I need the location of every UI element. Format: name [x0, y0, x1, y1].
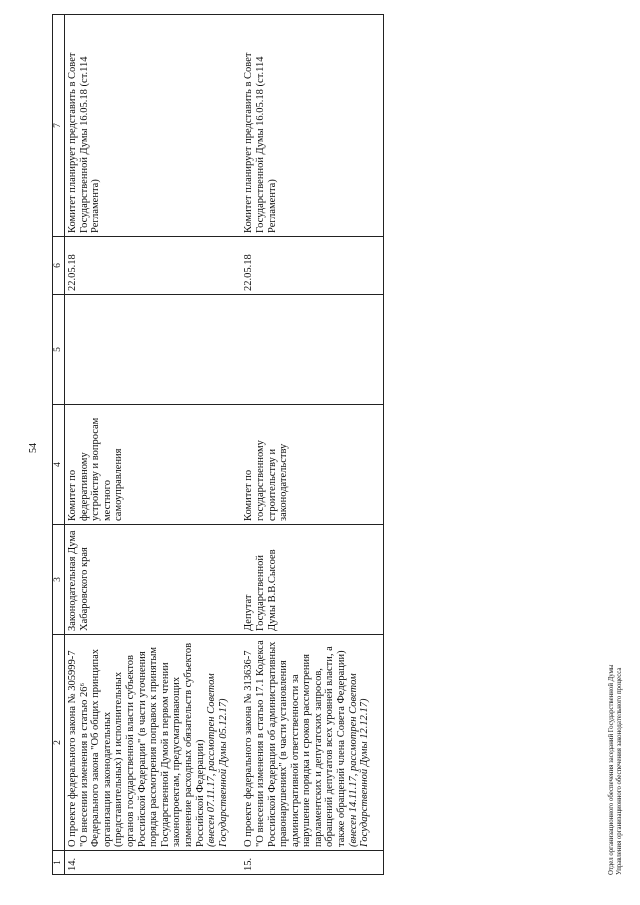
table-row — [65, 15, 242, 875]
bill-cell — [241, 635, 383, 851]
footer-line: Управления организационного обеспечения законодательного процесса — [616, 667, 623, 875]
date: 22.05.18 — [65, 237, 242, 295]
bill-cell — [65, 635, 242, 851]
initiator: Депутат Государственной Думы В.В.Сысоев — [241, 525, 383, 635]
column-header: 6 — [53, 237, 65, 295]
initiator: Законодательная Дума Хабаровского края — [65, 525, 242, 635]
footer-line: Отдел организационного обеспечения заседаний Государственной Думы — [608, 664, 615, 875]
plan-note: Комитет планирует представить в Совет Государственной Думы 16.05.18 (ст.114 Регламента) — [65, 15, 242, 237]
bill-note: (внесен 14.11.17, рассмотрен Советом Государственной Думы 12.12.17) — [347, 673, 371, 847]
column-header: 2 — [53, 635, 65, 851]
column-header: 7 — [53, 15, 65, 237]
row-number: 15. — [241, 851, 383, 875]
bill-description: О проекте федерального закона № 313636-7 "О внесении изменения в статью 17.1 Кодекса Российской Федерации об административных правонарушениях" (в части установления административной ответственности за нарушение порядка и сроков рассмотрения парламентских и депутатских запросов, обращений депутатов всех уровней власти, а также обращений члена Совета Федерации) — [243, 640, 348, 847]
table-header-row — [53, 15, 65, 875]
date: 22.05.18 — [241, 237, 383, 295]
bill-note: (внесен 07.11.17, рассмотрен Советом Государственной Думы 05.12.17) — [206, 673, 229, 847]
column-5-cell — [65, 295, 242, 405]
column-5-cell — [241, 295, 383, 405]
bills-table — [52, 14, 384, 875]
table-row — [241, 15, 383, 875]
column-header: 4 — [53, 405, 65, 525]
row-number: 14. — [65, 851, 242, 875]
column-header: 5 — [53, 295, 65, 405]
column-header: 3 — [53, 525, 65, 635]
page-number: 54 — [28, 443, 39, 453]
plan-note: Комитет планирует представить в Совет Государственной Думы 16.05.18 (ст.114 Регламента) — [241, 15, 383, 237]
column-header: 1 — [53, 851, 65, 875]
footer — [608, 455, 624, 875]
committee: Комитет по государственному строительству и законодательству — [241, 405, 383, 525]
committee: Комитет по федеративному устройству и вопросам местного самоуправления — [65, 405, 242, 525]
bill-description: О проекте федерального закона № 305999-7 "О внесении изменения в статью 26⁶ Федерального закона "Об общих принципах организации законодательных (представительных) и исполнительных органов государственной власти субъектов Российской Федерации" (в части уточнения порядка рассмотрения поправок к принятым Государственной Думой в первом чтении законопроектам, предусматривающих изменение расходных обязательств субъектов Российской Федерации) — [67, 642, 206, 847]
